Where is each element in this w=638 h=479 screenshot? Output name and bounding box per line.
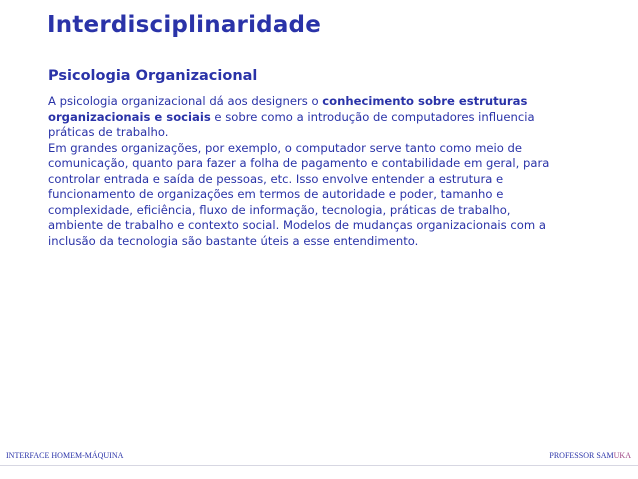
footer-divider [0, 465, 638, 466]
body-text [48, 94, 608, 249]
paragraph-line: práticas de trabalho. [48, 125, 169, 139]
footer-course-name: INTERFACE HOMEM-MÁQUINA [6, 451, 124, 460]
paragraph-line: complexidade, eficiência, fluxo de informação, tecnologia, práticas de trabalho, [48, 202, 511, 217]
bold-text-run: conhecimento sobre estruturas [322, 94, 528, 108]
text-run: e sobre como a introdução de computadores influencia [210, 109, 535, 124]
section-subtitle: Psicologia Organizacional [48, 68, 258, 84]
footer-professor-name-a: SAM [596, 451, 614, 460]
paragraph-line [48, 110, 608, 126]
footer-professor-name-b: UKA [613, 451, 631, 460]
paragraph-line: ambiente de trabalho e contexto social. Modelos de mudanças organizacionais com a [48, 218, 546, 232]
paragraph-line: comunicação, quanto para fazer a folha de pagamento e contabilidade em geral, para [48, 156, 550, 170]
slide-title: Interdisciplinaridade [47, 12, 322, 38]
footer-professor-prefix: PROFESSOR [549, 451, 597, 460]
text-run: A psicologia organizacional dá aos designers o [48, 94, 323, 108]
paragraph-line: inclusão da tecnologia são bastante úteis a esse entendimento. [48, 233, 419, 248]
footer-professor [549, 451, 631, 460]
bold-text-run: organizacionais e sociais [48, 109, 211, 124]
paragraph-line: controlar entrada e saída de pessoas, etc. Isso envolve entender a estrutura e [48, 171, 504, 186]
paragraph-line: Em grandes organizações, por exemplo, o computador serve tanto como meio de [48, 140, 523, 155]
paragraph-line: funcionamento de organizações em termos de autoridade e poder, tamanho e [48, 187, 504, 201]
paragraph-line [48, 94, 608, 110]
slide-footer [0, 449, 638, 479]
